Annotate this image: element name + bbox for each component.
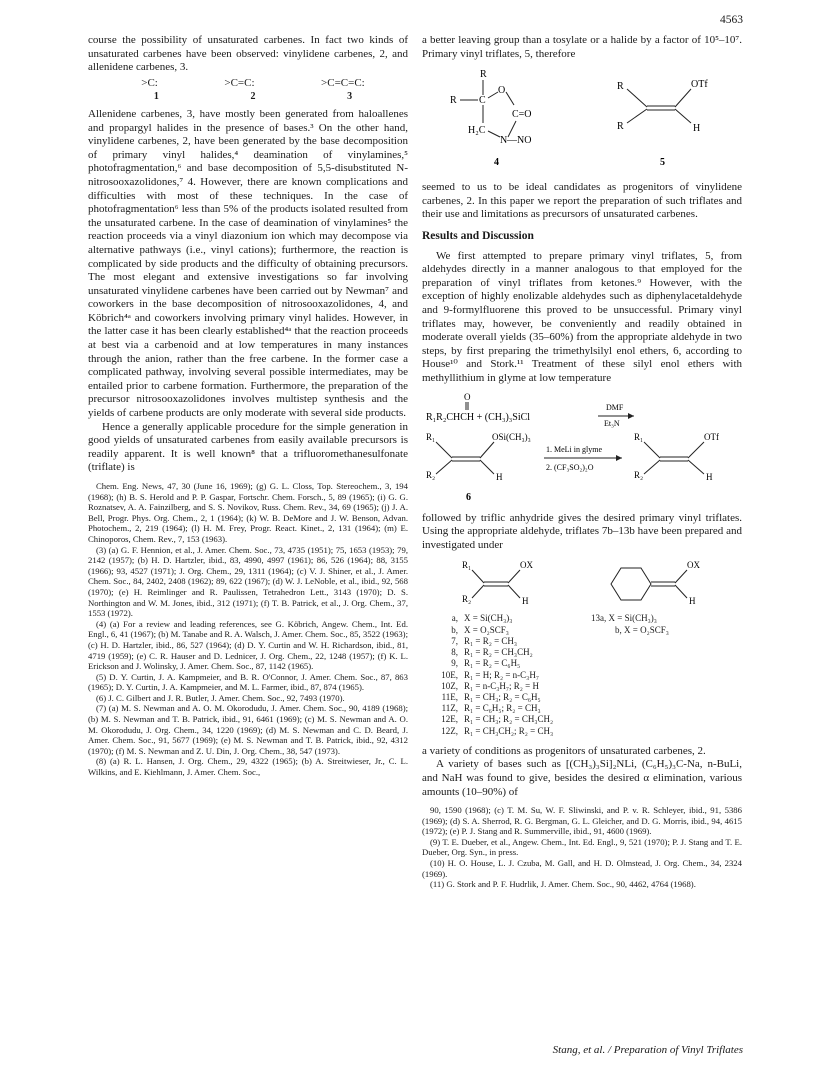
scheme-aldehyde: R₁R₂CHCH + (CH₃)₃SiCl — [426, 411, 531, 423]
struct4-no: —NO — [506, 135, 531, 147]
compound-list-acyclic — [422, 558, 587, 736]
reference-entry: (5) D. Y. Curtin, J. A. Kampmeier, and B. R. O'Connor, J. Amer. Chem. Soc., 87, 863 (1965); D. Y. Curtin, J. A. Kampmeier, and M. L. Farmer, ibid., 87, 874 (1965). — [88, 671, 408, 693]
reference-entry: (6) J. C. Gilbert and J. R. Butler, J. Amer. Chem. Soc., 92, 7493 (1970). — [96, 692, 345, 703]
generic-r2: R₂ — [462, 594, 472, 605]
right-paragraph-5: a variety of conditions as progenitors of unsaturated carbenes, 2. — [422, 744, 706, 757]
scheme-h-right: H — [706, 471, 713, 482]
generic-r1: R₁ — [462, 560, 472, 571]
struct4-h2c: H₂C — [467, 125, 485, 137]
carbene-formula-3: >C=C=C: — [321, 76, 365, 89]
scheme-r1-left: R₁ — [426, 431, 436, 442]
struct5-r2: R — [616, 121, 624, 133]
synthesis-scheme-drawing — [422, 390, 742, 504]
compound-number-2: 2 — [250, 91, 256, 103]
scheme-osi: OSi(CH₃)₃ — [492, 431, 531, 442]
list-item: b, X = O₂SCF₃ — [451, 624, 509, 635]
left-paragraph-2: Allenidene carbenes, 3, have mostly been generated from haloallenes and propargyl halides in the presence of bases.³ On the other hand, vinylidene carbenes, 2, have been generated by the base decomposition of primary vinyl halides,⁴ deamination of vinylamines,⁵ photofragmentation,⁶ and base decomposition of 5,5-disubstituted N-nitrosooxazolidones,⁷ 4. However, there are known complications and difficulties with most of these techniques. In the case of photofragmentation⁶ less than 5% of the products isolated resulted from the unsaturated carbene. In the case of deamination of vinylamines⁵ the reaction proceeds via a vinyl diazonium ion which may decompose via alternative pathways (i.e., vinyl cations); furthermore, the reaction is complicated by side products and the difficulty of obtaining precursors. The most elegant and extensive investigations so far involving unsaturated vinylidene carbenes have been carried out by Newman⁷ and coworkers in the base decomposition of nitrosooxazolidones, 4, and Köbrich⁴ᵃ and coworkers involving primary vinyl halides. However, in the latter case it has been clearly established⁴ᵃ that the reaction proceeds at best via a carbenoid and at low temperatures in many instances through the anion, rather than the free carbene. In the former case a complicated pathway, involving several possible intermediates, may be entailed prior to carbene formation. Furthermore, the preparation of the precursor nitrosooxazolidones involves multistep synthesis and the yields of carbene products are only moderate with several side products. — [88, 107, 408, 420]
right-paragraph-3: We first attempted to prepare primary vinyl triflates, 5, from aldehydes directly in a manner analogous to that employed for the preparation of vinyl triflates from ketones.⁹ However, with the exception of highly enolizable aldehydes such as diphenylacetaldehyde and 9-formylfluorene this proved to be unsuccessful. Primary vinyl triflates may, however, be conveniently and readily obtained in moderate overall yields (35–60%) from the appropriate aldehyde in two steps, by first preparing the trimethylsilyl enol ethers, 6, according to House¹⁰ and Stork.¹¹ Treatment of these silyl enol ethers with methyllithium in glyme at low temperature — [422, 249, 742, 384]
page-number: 4563 — [720, 14, 743, 26]
struct4-n: N — [499, 135, 507, 147]
structure-5-vinyl-triflate — [605, 65, 725, 173]
struct4-c: C — [478, 95, 486, 107]
compound-table — [422, 558, 742, 736]
list-item: 10E, R₁ = H; R₂ = n-C₃H₇ — [441, 669, 539, 680]
list-item: 12E, R₁ = CH₃; R₂ = CH₃CH₂ — [441, 714, 554, 725]
compound-list-cyclic — [587, 558, 742, 736]
right-references — [422, 805, 742, 890]
carbene-formula-2: >C=C: — [224, 76, 255, 89]
struct5-otf: OTf — [690, 79, 708, 91]
reference-entry: (8) (a) R. L. Hansen, J. Org. Chem., 29, 4322 (1965); (b) A. Streitwieser, Jr., C. L. Wilkins, and E. Kiehlmann, J. Amer. Chem. Soc., — [88, 756, 408, 778]
list-item: b, X = O₂SCF₃ — [615, 624, 669, 635]
compound-number-5: 5 — [659, 157, 665, 169]
scheme-r2-right: R₂ — [634, 469, 644, 480]
reference-entry: (3) (a) G. F. Hennion, et al., J. Amer. Chem. Soc., 73, 4735 (1951); 75, 1653 (1953); 79, 2142 (1957); (b) H. D. Hartzler, ibid., 83, 4990, 4997 (1961); 86, 526 (1964); 88, 3155 (1966); 93, 4527 (1971); J. Org. Chem., 29, 1311 (1964); (c) V. J. Shiner, et al., J. Amer. Chem. Soc., 84, 2402, 2408 (1962); 89, 622 (1967); (d) W. J. LeNoble, et al., ibid., 92, 568 (1970); (e) H. Reimlinger and R. Paulissen, Tetrahedron Lett., 3143 (1970); D. S. Northington and W. M. Jones, ibid., 312 (1971); (f) T. B. Patrick, et al., J. Org. Chem., 37, 1553 (1972). — [88, 544, 408, 619]
scheme-h-left: H — [496, 471, 503, 482]
generic-ox: OX — [520, 560, 533, 571]
struct5-h: H — [692, 123, 700, 135]
compound-number-1: 1 — [153, 91, 159, 103]
left-paragraph-1: course the possibility of unsaturated carbenes. In fact two kinds of unsaturated carbenes have been observed: vinylidene carbenes, 2, and allenidene carbenes, 3. — [88, 34, 408, 74]
compound-number-6: 6 — [466, 491, 471, 503]
generic-h: H — [522, 596, 529, 607]
cyclic-ox: OX — [687, 560, 700, 571]
reference-entry: Chem. Eng. News, 47, 30 (June 16, 1969); (g) G. L. Closs, Top. Stereochem., 3, 194 (1968); (h) B. S. Herold and P. P. Gaspar, Fortschr. Chem. Forsch., 5, 89 (1965); (i) G. G. Roznatsev, A. A. Fainzilberg, and S. S. Novikov, Russ. Chem. Rev., 34, 69 (1965); (j) J. A. Bell, Progr. Phys. Org. Chem., 2, 1 (1964); (k) W. B. DeMore and J. W. Benson, Advan. Photochem., 2, 219 (1964); (l) H. M. Frey, Progr. React. Kinet., 2, 131 (1964); (m) E. Chinoporos, Chem. Rev., 7, 153 (1963). — [88, 481, 408, 544]
generic-vinyl-structure — [422, 558, 582, 610]
cyclohexylidene-structure — [591, 558, 741, 610]
list-item: 13a, X = Si(CH₃)₃ — [591, 613, 657, 624]
left-references — [88, 481, 408, 778]
list-item: 12Z, R₁ = CH₃CH₂; R₂ = CH₃ — [441, 725, 554, 736]
reference-entry: (4) (a) For a review and leading references, see G. Köbrich, Angew. Chem., Int. Ed. Engl., 6, 41 (1967); (b) M. Tanabe and R. A. Walsch, J. Amer. Chem. Soc., 85, 3522 (1963); (c) H. D. Hartzler, ibid., 86, 527 (1964); (d) D. Y. Curtin and W. H. Richardson, ibid., 81, 4719 (1959); (e) C. R. Hauser and D. Lednicer, J. Org. Chem., 22, 1248 (1957); (f) K. L. Erickson and J. Wolinsky, J. Amer. Chem. Soc., 87, 1142 (1965). — [88, 618, 408, 672]
right-paragraph-2: seemed to us to be ideal candidates as progenitors of vinylidene carbenes, 2. In this paper we report the preparation of such triflates and their use and limitations as precursors of unsaturated carbenes. — [422, 181, 742, 221]
reference-entry: (10) H. O. House, L. J. Czuba, M. Gall, and H. D. Olmstead, J. Org. Chem., 34, 2324 (1969). — [422, 858, 742, 879]
left-column — [88, 34, 408, 778]
right-paragraph-4: followed by triflic anhydride gives the desired primary vinyl triflates. Using the appropriate aldehyde, triflates 7b–13b have been prepared and investigated under — [422, 511, 742, 551]
reference-entry: 90, 1590 (1968); (c) T. M. Su, W. F. Sliwinski, and P. v. R. Schleyer, ibid., 91, 5386 (1969); (d) S. A. Sherrod, R. G. Bergman, G. L. Gleicher, and D. G. Morris, ibid., 94, 4615 (1972); (e) P. J. Stang and R. Summerville, ibid., 91, 4600 (1969). — [422, 805, 742, 837]
struct5-r1: R — [616, 81, 624, 93]
struct4-o: O — [497, 85, 505, 97]
list-item: 9, R₁ = R₂ = C₆H₅ — [451, 658, 521, 669]
cyclic-h: H — [689, 596, 696, 607]
list-item: a, X = Si(CH₃)₃ — [451, 613, 513, 624]
right-paragraph-1: a better leaving group than a tosylate or a halide by a factor of 10⁵–10⁷. Primary vinyl triflates, 5, therefore — [422, 34, 742, 60]
page-footer: Stang, et al. / Preparation of Vinyl Triflates — [552, 1044, 743, 1056]
scheme-step-2: 2. (CF₃SO₂)₂O — [546, 462, 594, 472]
scheme-dmf: DMF — [606, 402, 624, 412]
scheme-r2-left: R₂ — [426, 469, 436, 480]
struct4-r-top: R — [479, 69, 487, 81]
synthesis-scheme — [422, 390, 742, 504]
scheme-step-1: 1. MeLi in glyme — [546, 444, 602, 454]
struct4-r-left: R — [449, 95, 457, 107]
list-item: 11Z, R₁ = C₆H₅; R₂ = CH₃ — [441, 703, 541, 714]
scheme-r1-right: R₁ — [634, 431, 644, 442]
list-item: 11E, R₁ = CH₃; R₂ = C₆H₅ — [441, 691, 541, 702]
scheme-otf: OTf — [704, 431, 719, 442]
reference-entry: (7) (a) M. S. Newman and A. O. M. Okorodudu, J. Amer. Chem. Soc., 90, 4189 (1968); (b) M. S. Newman and T. B. Patrick, ibid., 91, 6461 (1969); (c) M. S. Newman and A. O. M. Okorodudu, J. Org. Chem., 34, 1220 (1969); (d) M. S. Newman and C. D. Beard, J. Amer. Chem. Soc., 91, 5677 (1969); (e) M. S. Newman and T. B. Patrick, ibid., 92, 4312 (1970); (f) M. S. Newman and Z. U. Din, J. Org. Chem., 38, 547 (1973). — [88, 703, 408, 756]
section-heading: Results and Discussion — [422, 229, 534, 242]
carbene-formula-row — [108, 77, 398, 91]
right-paragraph-6: A variety of bases such as [(CH₃)₃Si]₂NLi, (C₆H₅)₃C-Na, n-BuLi, and NaH was found to give, besides the desired α elimination, various amounts (10–90%) of — [422, 758, 742, 798]
carbene-number-row — [108, 90, 398, 104]
left-paragraph-3: Hence a generally applicable procedure for the simple generation in good yields of unsaturated carbenes from easily available precursors is readily apparent. It is well known⁸ that a trifluoromethanesulfonate (triflate) is — [88, 420, 408, 474]
right-column — [422, 34, 742, 890]
structures-4-and-5 — [422, 65, 742, 175]
scheme-carbonyl-o: O — [464, 391, 471, 402]
structure-4-nitrosooxazolidone — [440, 65, 570, 173]
reference-entry: (9) T. E. Dueber, et al., Angew. Chem., Int. Ed. Engl., 9, 521 (1970); P. J. Stang and T. E. Dueber, Org. Syn., in press. — [422, 836, 742, 858]
carbene-formula-1: >C: — [141, 76, 158, 89]
reference-entry: (11) G. Stork and P. F. Hudrlik, J. Amer. Chem. Soc., 90, 4462, 4764 (1968). — [430, 879, 696, 890]
list-item: 10Z, R₁ = n-C₃H₇; R₂ = H — [441, 680, 539, 691]
list-item: 8, R₁ = R₂ = CH₃CH₂ — [451, 647, 533, 658]
list-item: 7, R₁ = R₂ = CH₃ — [451, 635, 518, 646]
scheme-et3n: Et₃N — [604, 418, 620, 428]
struct4-carbonyl: C=O — [511, 109, 532, 121]
compound-number-4: 4 — [493, 157, 499, 169]
compound-number-3: 3 — [347, 91, 353, 103]
